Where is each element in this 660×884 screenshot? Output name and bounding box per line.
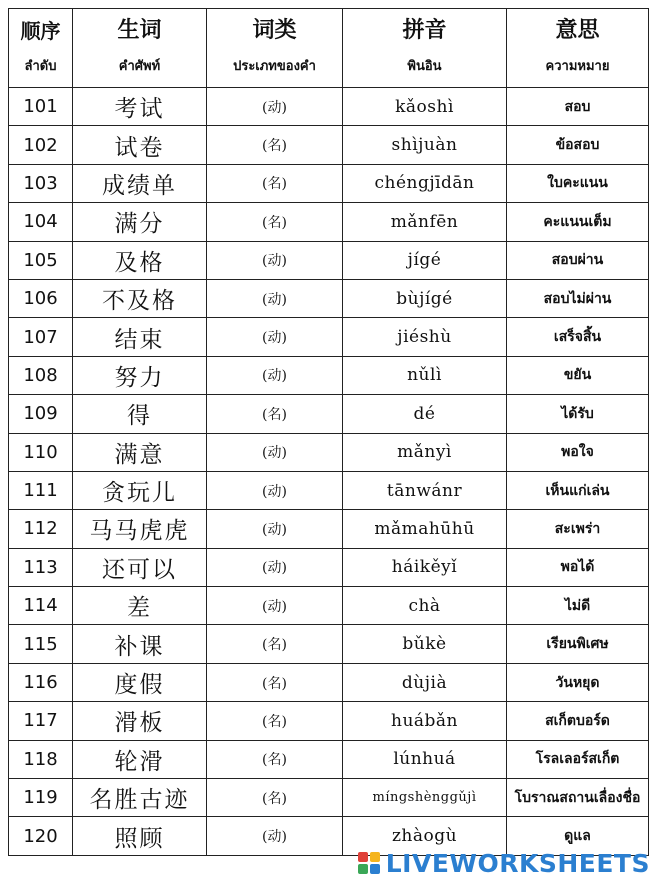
header-word-th: คำศัพท์ (118, 59, 161, 74)
chinese-word: 度假 (73, 663, 207, 701)
table-row (9, 779, 649, 817)
part-of-speech: (名) (207, 395, 343, 433)
table-row (9, 702, 649, 740)
liveworksheets-watermark (358, 848, 650, 878)
part-of-speech: (动) (207, 88, 343, 126)
table-row (9, 279, 649, 317)
part-of-speech: (动) (207, 318, 343, 356)
liveworksheets-logo-icon (358, 852, 380, 874)
thai-meaning: ใบคะแนน (507, 164, 649, 202)
chinese-word: 满分 (73, 203, 207, 241)
pinyin: lúnhuá (343, 740, 507, 778)
thai-meaning: ข้อสอบ (507, 126, 649, 164)
row-number: 118 (9, 740, 73, 778)
row-number: 106 (9, 279, 73, 317)
header-pos-th: ประเภทของคำ (233, 59, 316, 74)
pinyin: nǔlì (343, 356, 507, 394)
chinese-word: 名胜古迹 (73, 779, 207, 817)
part-of-speech: (动) (207, 587, 343, 625)
header-word (73, 9, 207, 88)
part-of-speech: (动) (207, 356, 343, 394)
header-number-zh: 顺序 (20, 19, 61, 43)
header-pos (207, 9, 343, 88)
part-of-speech: (名) (207, 203, 343, 241)
chinese-word: 滑板 (73, 702, 207, 740)
thai-meaning: เสร็จสิ้น (507, 318, 649, 356)
pinyin: chéngjīdān (343, 164, 507, 202)
header-meaning-zh: 意思 (555, 18, 600, 43)
thai-meaning: คะแนนเต็ม (507, 203, 649, 241)
header-word-zh: 生词 (117, 18, 162, 43)
vocabulary-table (8, 8, 649, 856)
thai-meaning: โรลเลอร์สเก็ต (507, 740, 649, 778)
row-number: 105 (9, 241, 73, 279)
thai-meaning: สอบไม่ผ่าน (507, 279, 649, 317)
part-of-speech: (动) (207, 279, 343, 317)
pinyin: dùjià (343, 663, 507, 701)
thai-meaning: เรียนพิเศษ (507, 625, 649, 663)
pinyin: huábǎn (343, 702, 507, 740)
thai-meaning: ไม่ดี (507, 587, 649, 625)
part-of-speech: (动) (207, 241, 343, 279)
pinyin: tānwánr (343, 471, 507, 509)
table-row (9, 471, 649, 509)
thai-meaning: วันหยุด (507, 663, 649, 701)
pinyin: míngshènggǔjì (343, 779, 507, 817)
table-row (9, 126, 649, 164)
chinese-word: 补课 (73, 625, 207, 663)
part-of-speech: (名) (207, 779, 343, 817)
table-row (9, 395, 649, 433)
table-row (9, 164, 649, 202)
thai-meaning: พอใจ (507, 433, 649, 471)
row-number: 119 (9, 779, 73, 817)
row-number: 114 (9, 587, 73, 625)
row-number: 102 (9, 126, 73, 164)
row-number: 120 (9, 817, 73, 855)
pinyin: bùjígé (343, 279, 507, 317)
header-number-th: ลำดับ (24, 59, 57, 74)
part-of-speech: (名) (207, 740, 343, 778)
table-row (9, 510, 649, 548)
pinyin: jígé (343, 241, 507, 279)
header-meaning (507, 9, 649, 88)
thai-meaning: สอบผ่าน (507, 241, 649, 279)
header-number (9, 9, 73, 88)
part-of-speech: (名) (207, 625, 343, 663)
row-number: 115 (9, 625, 73, 663)
chinese-word: 差 (73, 587, 207, 625)
pinyin: chà (343, 587, 507, 625)
thai-meaning: ขยัน (507, 356, 649, 394)
pinyin: háikěyǐ (343, 548, 507, 586)
chinese-word: 不及格 (73, 279, 207, 317)
table-row (9, 663, 649, 701)
thai-meaning: พอได้ (507, 548, 649, 586)
header-pos-zh: 词类 (252, 18, 297, 43)
thai-meaning: ได้รับ (507, 395, 649, 433)
pinyin: zhàogù (343, 817, 507, 855)
table-row (9, 548, 649, 586)
table-row (9, 88, 649, 126)
thai-meaning: เห็นแก่เล่น (507, 471, 649, 509)
thai-meaning: สอบ (507, 88, 649, 126)
row-number: 109 (9, 395, 73, 433)
table-row (9, 433, 649, 471)
pinyin: mǎmahūhū (343, 510, 507, 548)
chinese-word: 及格 (73, 241, 207, 279)
chinese-word: 努力 (73, 356, 207, 394)
row-number: 104 (9, 203, 73, 241)
pinyin: mǎnyì (343, 433, 507, 471)
pinyin: jiéshù (343, 318, 507, 356)
table-row (9, 587, 649, 625)
table-row (9, 740, 649, 778)
row-number: 110 (9, 433, 73, 471)
row-number: 111 (9, 471, 73, 509)
table-row (9, 318, 649, 356)
chinese-word: 成绩单 (73, 164, 207, 202)
pinyin: bǔkè (343, 625, 507, 663)
chinese-word: 考试 (73, 88, 207, 126)
table-row (9, 625, 649, 663)
chinese-word: 得 (73, 395, 207, 433)
header-pinyin-zh: 拼音 (402, 18, 447, 43)
watermark-text: LIVEWORKSHEETS (385, 848, 650, 878)
table-header (9, 9, 649, 88)
header-pinyin-th: พินอิน (407, 59, 442, 74)
chinese-word: 满意 (73, 433, 207, 471)
part-of-speech: (名) (207, 702, 343, 740)
row-number: 112 (9, 510, 73, 548)
thai-meaning: ดูแล (507, 817, 649, 855)
header-pinyin (343, 9, 507, 88)
part-of-speech: (动) (207, 548, 343, 586)
part-of-speech: (名) (207, 126, 343, 164)
chinese-word: 马马虎虎 (73, 510, 207, 548)
chinese-word: 贪玩儿 (73, 471, 207, 509)
part-of-speech: (名) (207, 663, 343, 701)
row-number: 103 (9, 164, 73, 202)
chinese-word: 照顾 (73, 817, 207, 855)
table-row (9, 241, 649, 279)
thai-meaning: โบราณสถานเลื่องชื่อ (507, 779, 649, 817)
chinese-word: 结束 (73, 318, 207, 356)
row-number: 113 (9, 548, 73, 586)
pinyin: mǎnfēn (343, 203, 507, 241)
part-of-speech: (动) (207, 433, 343, 471)
part-of-speech: (动) (207, 817, 343, 855)
pinyin: dé (343, 395, 507, 433)
chinese-word: 还可以 (73, 548, 207, 586)
part-of-speech: (动) (207, 471, 343, 509)
header-meaning-th: ความหมาย (545, 59, 610, 74)
row-number: 101 (9, 88, 73, 126)
thai-meaning: สเก็ตบอร์ด (507, 702, 649, 740)
row-number: 107 (9, 318, 73, 356)
pinyin: shìjuàn (343, 126, 507, 164)
chinese-word: 轮滑 (73, 740, 207, 778)
part-of-speech: (动) (207, 510, 343, 548)
table-row (9, 356, 649, 394)
row-number: 116 (9, 663, 73, 701)
part-of-speech: (名) (207, 164, 343, 202)
row-number: 117 (9, 702, 73, 740)
row-number: 108 (9, 356, 73, 394)
chinese-word: 试卷 (73, 126, 207, 164)
pinyin: kǎoshì (343, 88, 507, 126)
thai-meaning: สะเพร่า (507, 510, 649, 548)
table-row (9, 203, 649, 241)
table-body (9, 88, 649, 856)
